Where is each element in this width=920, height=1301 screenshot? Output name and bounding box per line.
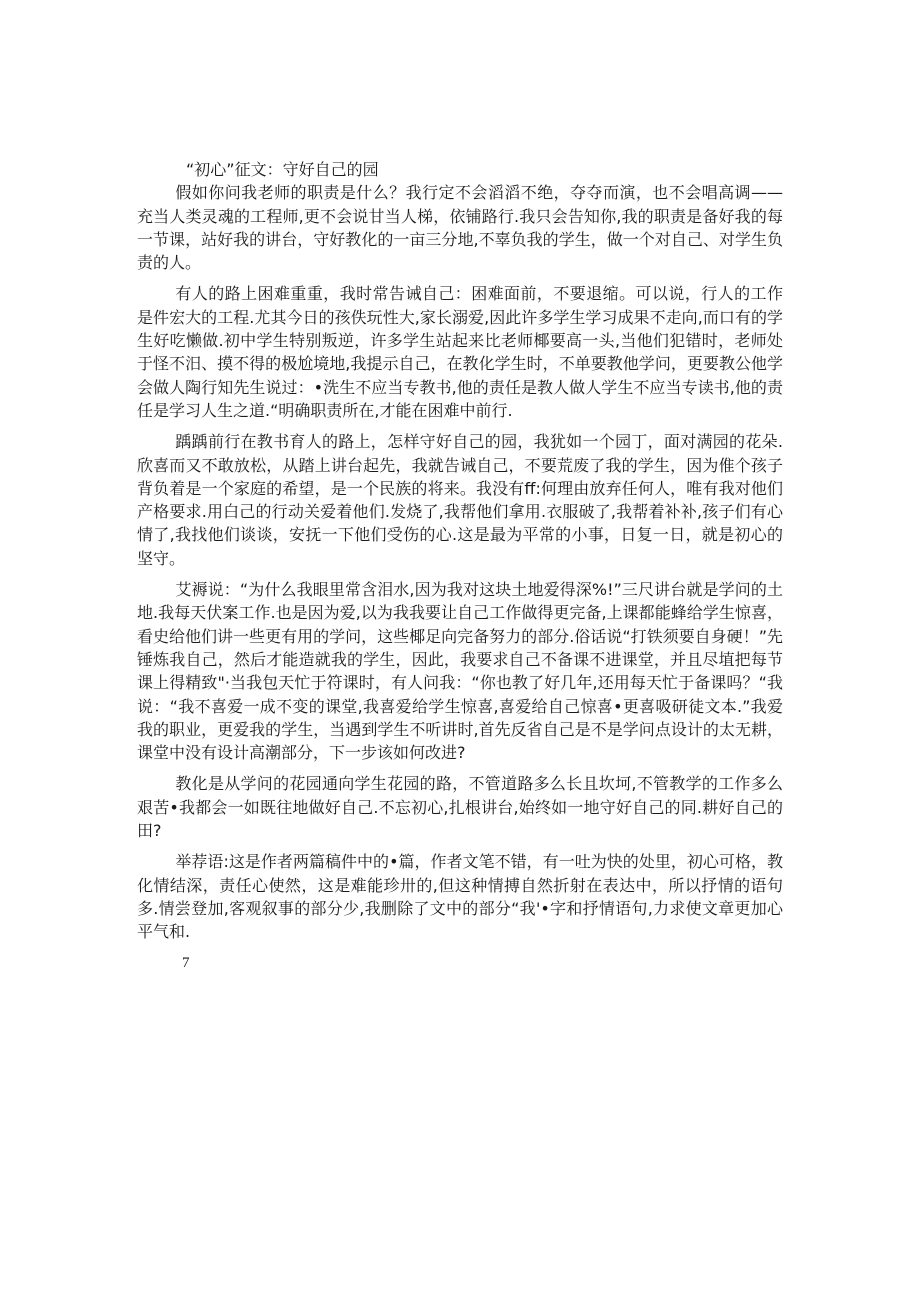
paragraph-3: 踽踽前行在教书育人的路上，怎样守好自己的园，我犹如一个园丁，面对满园的花朵.欣喜而又不敢放松，从踏上讲台起先，我就告诫自己，不要荒废了我的学生，因为倠个孩子背负着是一个家庭的希望，是一个民族的将来。我没有ff:何理由放弃任何人，唯有我对他们产格要求.用白己的行动关爱着他们.发烧了,我帮他们拿用.衣服破了,我帮着补补,孩子们有心情了,我找他们谈谈，安抚一下他们受伤的心.这是最为平常的小事，日复一日，就是初心的坚守。 (137, 432, 783, 568)
paragraph-5: 教化是从学问的花园通向学生花园的路，不管道路多么长且坎坷,不管教学的工作多么艰苦•我都会一如既往地做好自己.不忘初心,扎根讲台,始终如一地守好自己的同.耕好自己的田? (137, 774, 783, 841)
paragraph-1: 假如你问我老师的职责是什么？我行定不会滔滔不绝，夺夺而演，也不会唱高调——充当人类灵魂的工程师,更不会说甘当人梯，依铺路行.我只会告知你,我的职责是备好我的每一节课，站好我的讲台，守好教化的一亩三分地,不辜负我的学生，做一个对自己、对学生负责的人。 (137, 183, 783, 273)
recommendation-paragraph: 举荐语:这是作者两篇稿件中的•篇，作者文笔不错，有一吐为快的处里，初心可格，教化情结深，责任心使然，这是难能珍卅的,但这种情搏自然折射在表达中，所以抒情的语句多.情尝登加,客观叙事的部分少,我删除了文中的部分“我'•字和抒情语句,力求使文章更加心平气和. (137, 852, 783, 942)
paragraph-4: 艾褥说：“为什么我眼里常含泪水,因为我对这块土地爱得深%!”三尺讲台就是学问的土地.我每天伏案工作.也是因为爱,以为我我要让自己工作做得更完备,上课都能蜂给学生惊喜，看史给他们讲一些更有用的学问，这些椰足向完备努力的部分.俗话说“打铁须要自身硬！”先锤炼我自己，然后才能造就我的学生，因此，我要求自己不备课不进课堂，并且尽埴把每节课上得精致"·当我包天忙于符课时，有人问我：“你也教了好几年,还用每天忙于备课吗？“我说：“我不喜爱一成不变的课堂,我喜爱给学生惊喜,喜爱给自己惊喜•更喜吸研徒文本.”我爱我的职业，更爱我的学生，当遇到学生不听讲时,首先反省自己是不是学问点设计的太无耕，课堂中没有设计高潮部分，下一步该如何改进? (137, 580, 783, 763)
paragraph-2: 有人的路上困难重重，我时常告诫自己：困难面前，不要退缩。可以说，行人的工作是件宏大的工程.尤其今日的孩佚玩性大,家长溺爱,因此许多学生学习成果不走向,而口有的学生好吃懒做.初中学生特别叛逆，许多学生站起来比老师椰要高一头,当他们犯错时，老师处于怪不汨、摸不得的极尬境地,我提示自己，在教化学生时，不单要教他学问，更要教公他学会做人陶行知先生说过：•洗生不应当专教书,他的责任是教人做人学生不应当专读书,他的责任是学习人生之道.“明确职责所在,才能在困难中前行. (137, 284, 783, 420)
document-title: “初心”征文：守好自己的园 (186, 160, 379, 179)
page-number: 7 (182, 954, 190, 971)
document-body (137, 158, 783, 975)
